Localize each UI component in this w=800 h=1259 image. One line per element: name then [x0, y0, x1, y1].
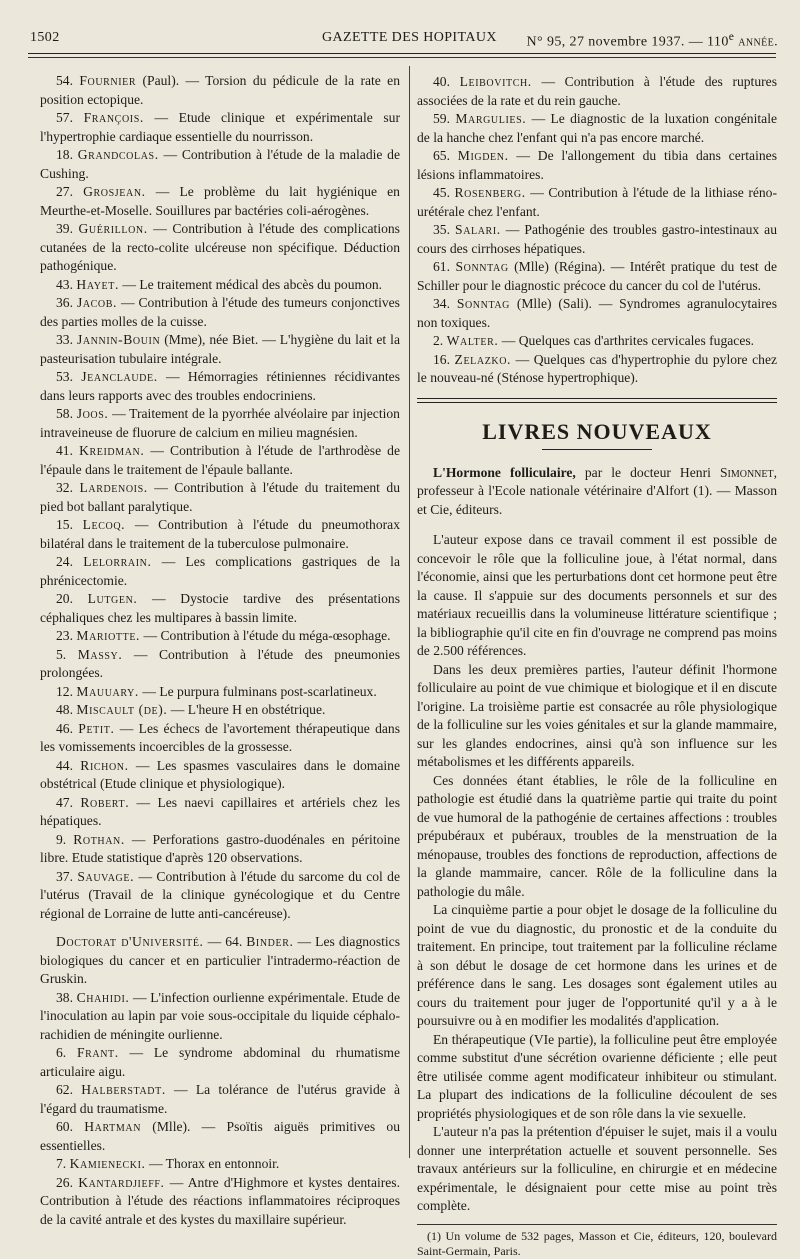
entry-title: — Le purpura fulminans post-scarlatineux.: [142, 683, 377, 699]
entry-author: Lecoq.: [82, 517, 126, 532]
entry-title: — Contribution à l'étude de la lithiase réno-urétérale chez l'enfant.: [417, 185, 778, 219]
entry-title: — Quelques cas d'hypertrophie du pylore chez le nouveau-né (Sténose hypertrophique).: [417, 351, 778, 385]
thesis-entry: [40, 183, 400, 220]
thesis-entry: [40, 331, 400, 368]
thesis-list: [40, 72, 400, 923]
entry-title: — De l'allongement du tibia dans certaines lésions inflammatoires.: [417, 148, 777, 182]
entry-author: Rosenberg.: [454, 185, 526, 200]
entry-author: Lutgen.: [87, 591, 138, 606]
issue-sup: e: [728, 30, 735, 43]
entry-title: — Le problème du lait hygiénique en Meurthe-et-Moselle. Souillures par bactéries coli-aérogènes.: [40, 184, 400, 218]
entry-title: — Etude clinique et expérimentale sur l'hypertrophie cardiaque essentielle du nourrisson.: [40, 110, 400, 144]
entry-number: 65.: [433, 148, 450, 163]
book-title: L'Hormone folliculaire,: [433, 464, 576, 480]
entry-number: 37.: [56, 868, 73, 884]
entry-author: François.: [83, 110, 144, 125]
footnote-rule: [417, 1224, 777, 1225]
entry-number: 16.: [433, 351, 450, 367]
title-underline: [542, 449, 652, 450]
entry-title: — Hémorragies rétiniennes récidivantes dans leurs rapports avec des troubles endocriniens.: [40, 369, 400, 403]
thesis-entry: [40, 109, 400, 146]
thesis-entry: [40, 1174, 400, 1230]
entry-number: 39.: [56, 221, 73, 236]
entry-title: — Contribution à l'étude du sarcome du col de l'utérus (Travail de la clinique gynécologique et du Centre régional de Lorraine de lutte anti-cancéreuse).: [40, 868, 401, 921]
entry-number: 5.: [56, 646, 67, 662]
spacer: [40, 923, 400, 933]
thesis-entry: [40, 831, 400, 868]
entry-title: (Paul). — Torsion du pédicule de la rate en position ectopique.: [40, 73, 400, 107]
entry-number: 47.: [56, 794, 73, 810]
entry-title: — Le syndrome abdominal du rhumatisme articulaire aigu.: [40, 1045, 400, 1079]
review-paragraph: En thérapeutique (VIe partie), la folliculine peut être employée comme substitut d'une sécrétion ovarienne déficiente ; elle peut être utilisée comme agent modificateur inhibiteur ou stimulant. La plupart des indications de la folliculine découlent de ses propriétés physiologiques et de son rôle dans la vie sexuelle.: [417, 1031, 777, 1121]
journal-title: GAZETTE DES HOPITAUX: [322, 30, 497, 45]
review-paragraph: Ces données étant établies, le rôle de la folliculine en pathologie est étudié dans la quatrième partie qui traite du point de vue humoral de la pathogénie de certaines affections : troubles prépubéraux et pubéraux, troubles de la menstruation de la ménopause, troubles des fonctions de reproduction, affections de la glande mammaire, cancer. Rôle de la folliculine dans la pathologie du mâle.: [417, 772, 777, 899]
entry-title: — Les spasmes vasculaires dans le domaine obstétrical (Etude clinique et physiologique).: [40, 757, 400, 791]
header-rule: [28, 53, 776, 54]
review-paragraph: L'auteur n'a pas la prétention d'épuiser le sujet, mais il a voulu donner une interprétation actuelle et souvent personnelle. Ses travaux antérieurs sur la folliculine, en chirurgie et en médecine expérimentale, le désignaient pour cette mise au point très complète.: [417, 1124, 777, 1213]
entry-author: Frant.: [76, 1045, 119, 1060]
thesis-entry: [40, 72, 400, 109]
thesis-entry: [417, 184, 777, 221]
entry-author: Mauuary.: [76, 683, 139, 699]
entry-number: 57.: [56, 110, 73, 125]
thesis-entry: [417, 110, 777, 147]
entry-title: — Antre d'Highmore et kystes dentaires. Contribution à l'étude des réactions inflammatoires réciproques de la cavité antrale et des kystes du maxillaire supérieur.: [40, 1174, 401, 1227]
entry-number: 58.: [56, 406, 73, 421]
entry-title: — Thorax en entonnoir.: [148, 1156, 280, 1171]
thesis-entry: [40, 146, 400, 183]
doctorat-label: Doctorat d'Université.: [56, 934, 204, 949]
page-header: [30, 30, 778, 52]
entry-author: Richon.: [80, 757, 129, 773]
doctorat-author: Binder.: [246, 934, 294, 949]
entry-title: — Les complications gastriques de la phrénicectomie.: [40, 554, 400, 588]
entry-number: 41.: [56, 443, 73, 458]
thesis-entry: [40, 1118, 400, 1155]
entry-title: (Mme), née Biet. — L'hygiène du lait et la pasteurisation tubulaire intégrale.: [40, 332, 400, 366]
entry-author: Sonntag: [456, 296, 510, 311]
entry-number: 62.: [56, 1082, 73, 1097]
header-rule-thin: [28, 57, 776, 58]
column-divider: [409, 66, 410, 1158]
entry-number: 53.: [56, 369, 73, 384]
entry-number: 23.: [56, 628, 73, 643]
thesis-entry: [40, 368, 400, 405]
book-review: [417, 531, 777, 1216]
entry-number: 45.: [433, 185, 450, 200]
thesis-entry: [40, 405, 400, 442]
book-by: par le docteur Henri: [584, 464, 711, 480]
entry-number: 59.: [433, 111, 450, 126]
entry-title: — Contribution à l'étude du traitement du pied bot ballant paralytique.: [40, 480, 400, 514]
issue-text: N° 95, 27 novembre 1937. — 110: [526, 34, 729, 50]
entry-author: Fournier: [79, 73, 137, 88]
entry-number: 54.: [56, 73, 73, 88]
entry-title: — Les échecs de l'avortement thérapeutique dans les vomissements incoercibles de la grossesse.: [40, 720, 400, 754]
entry-author: Hayet.: [76, 276, 119, 292]
entry-author: Rothan.: [73, 831, 125, 847]
entry-author: Jeanclaude.: [81, 369, 158, 384]
entry-author: Grandcolas.: [77, 147, 159, 162]
entry-title: — Le diagnostic de la luxation congénitale de la hanche chez l'enfant qui n'a pas encore marché.: [417, 111, 778, 145]
entry-author: Kantardjieff.: [78, 1174, 165, 1190]
entry-number: 18.: [56, 147, 73, 162]
entry-title: — Pathogénie des troubles gastro-intestinaux au cours des cirrhoses hépatiques.: [417, 222, 778, 256]
entry-title: — Quelques cas d'arthrites cervicales fugaces.: [501, 333, 755, 348]
entry-title: (Mlle). — Psoïtis aiguës primitives ou essentielles.: [40, 1119, 400, 1153]
section-title: LIVRES NOUVEAUX: [482, 418, 712, 444]
thesis-entry: [417, 147, 777, 184]
book-author: Simonnet,: [719, 464, 777, 480]
thesis-entry: [40, 1081, 400, 1118]
review-paragraph: La cinquième partie a pour objet le dosage de la folliculine du point de vue du diagnostic, du pronostic et de la conduite du traitement. En principe, tout traitement par la folliculine réclame à son début le dosage de cet hormone dans les urines et de préférence dans le sang. Les dosages sont également utiles au cours du traitement pour juger de l'opportunité qu'il y a à le poursuivre ou à en modifier les modalités d'application.: [417, 902, 777, 1028]
thesis-entry: [417, 351, 777, 388]
thesis-entry: [40, 701, 400, 720]
thesis-entry: [40, 220, 400, 276]
entry-number: 2.: [433, 333, 444, 348]
entry-number: 34.: [433, 296, 450, 311]
entry-author: Jacob.: [76, 295, 118, 310]
entry-number: 60.: [56, 1119, 73, 1134]
thesis-entry: [40, 627, 400, 646]
entry-number: 40.: [433, 74, 450, 89]
entry-title: — Contribution à l'étude du méga-œsophage.: [143, 628, 391, 643]
doctorat-text: — Les diagnostics biologiques du cancer et en particulier l'intradermo-réaction de Gruskin.: [40, 934, 400, 986]
thesis-entry: [417, 221, 777, 258]
thesis-entry: [40, 590, 400, 627]
issue-info: [527, 30, 778, 51]
entry-number: 36.: [56, 295, 73, 310]
entry-author: Robert.: [80, 794, 130, 810]
entry-number: 7.: [56, 1156, 67, 1171]
thesis-entry: [417, 295, 777, 332]
entry-title: (Mlle) (Sali). — Syndromes agranulocytaires non toxiques.: [417, 296, 777, 330]
entry-author: Chahidi.: [76, 989, 130, 1005]
review-paragraph: L'auteur expose dans ce travail comment il est possible de concevoir le rôle que la folliculine joue, à l'état normal, dans l'économie, ainsi que les perturbations dont cet hormone peut être la cause. Il s'appuie sur des documents personnels et sur des matériaux recueillis dans la volumineuse littérature scientifique ; la bibliographie qu'il cite en fin d'ouvrage ne comprend pas moins de 2.500 références.: [417, 532, 777, 658]
review-paragraph: Dans les deux premières parties, l'auteur définit l'hormone folliculaire au point de vue chimique et biologique et il en discute l'origine. La troisième partie est consacrée au rôle physiologique de la folliculine sur les voies génitales et sur la glande mammaire, sur les glandes endocrines, ainsi qu'à son influence sur les métabolismes et les différents appareils.: [417, 661, 777, 769]
entry-author: Kreidman.: [79, 443, 145, 458]
entry-author: Sauvage.: [77, 868, 135, 884]
entry-number: 44.: [56, 757, 73, 773]
entry-number: 20.: [56, 591, 73, 606]
entry-number: 15.: [56, 517, 73, 532]
entry-title: — Contribution à l'étude des tumeurs conjonctives des parties molles de la cuisse.: [40, 295, 400, 329]
thesis-entry: [40, 516, 400, 553]
entry-author: Grosjean.: [83, 184, 146, 199]
entry-title: — Contribution à l'étude du pneumothorax bilatéral dans le traitement de la tuberculose pulmonaire.: [40, 517, 400, 551]
entry-title: — L'infection ourlienne expérimentale. Etude de l'inoculation au lapin par voie sous-occipitale du liquide céphalo-rachidien de méningite ourlienne.: [40, 989, 400, 1042]
entry-title: — Contribution à l'étude de l'arthrodèse de l'épaule dans le traitement de l'épaule ballante.: [40, 443, 400, 477]
section-rule-thin: [417, 402, 777, 403]
page-number: 1502: [30, 30, 60, 45]
entry-author: Walter.: [446, 333, 499, 348]
doctorat-entry: [40, 933, 400, 989]
entry-author: Lelorrain.: [83, 554, 152, 569]
left-column: [40, 72, 400, 1229]
entry-title: — Contribution à l'étude des pneumonies prolongées.: [40, 646, 401, 680]
entry-number: 61.: [433, 259, 450, 274]
thesis-entry: [40, 794, 400, 831]
entry-author: Petit.: [78, 720, 115, 736]
entry-title: — Dystocie tardive des présentations céphaliques chez les multipares à bassin limite.: [40, 591, 400, 625]
entry-author: Hartman: [84, 1119, 142, 1134]
thesis-entry: [40, 720, 400, 757]
entry-title: (Mlle) (Régina). — Intérêt pratique du test de Schiller pour le diagnostic précoce du cancer du col de l'utérus.: [417, 259, 777, 293]
thesis-entry: [40, 294, 400, 331]
thesis-entry: [40, 442, 400, 479]
thesis-list-university: [40, 989, 400, 1230]
section-rule: [417, 398, 777, 399]
right-column: [417, 73, 777, 1259]
thesis-entry: [40, 683, 400, 702]
thesis-entry: [40, 757, 400, 794]
entry-number: 32.: [56, 480, 73, 495]
entry-title: — Les naevi capillaires et artériels chez les hépatiques.: [40, 794, 400, 828]
entry-number: 27.: [56, 184, 73, 199]
entry-author: Mariotte.: [76, 628, 141, 643]
issue-year: année.: [738, 34, 778, 50]
entry-author: Lardenois.: [79, 480, 148, 495]
entry-title: — Traitement de la pyorrhée alvéolaire par injection intraveineuse de fluorure de calcium en milieu magnésien.: [40, 406, 400, 440]
entry-title: — Contribution à l'étude de la maladie de Cushing.: [40, 147, 401, 181]
thesis-entry: [40, 868, 400, 924]
entry-author: Salari.: [455, 222, 501, 237]
entry-number: 6.: [56, 1045, 67, 1060]
entry-author: Kamienecki.: [69, 1156, 146, 1171]
entry-title: — Contribution à l'étude des ruptures associées de la rate et du rein gauche.: [417, 74, 777, 108]
thesis-entry: [40, 276, 400, 295]
entry-author: Zelazko.: [454, 351, 512, 367]
entry-title: — Perforations gastro-duodénales en péritoine libre. Etude statistique d'après 120 observations.: [40, 831, 400, 865]
book-heading: [417, 464, 777, 520]
thesis-entry: [40, 1155, 400, 1174]
entry-number: 48.: [56, 702, 73, 717]
thesis-entry: [40, 1044, 400, 1081]
book-publisher: professeur à l'Ecole nationale vétérinaire d'Alfort (1). — Masson et Cie, éditeurs.: [417, 483, 777, 517]
entry-number: 9.: [56, 831, 67, 847]
entry-author: Sonntag: [455, 259, 509, 274]
entry-number: 38.: [56, 989, 73, 1005]
entry-number: 33.: [56, 332, 73, 347]
entry-title: — Contribution à l'étude des complications cutanées de la recto-colite ulcéreuse non spécifique. Déduction pathogénique.: [40, 221, 400, 273]
entry-author: Leibovitch.: [459, 74, 532, 89]
doctorat-num: — 64.: [207, 934, 243, 949]
entry-number: 46.: [56, 720, 73, 736]
entry-author: Joos.: [76, 406, 109, 421]
thesis-list-continued: [417, 73, 777, 388]
entry-number: 24.: [56, 554, 73, 569]
entry-title: — La tolérance de l'utérus gravide à l'égard du traumatisme.: [40, 1082, 401, 1116]
entry-title: — Le traitement médical des abcès du poumon.: [122, 276, 383, 292]
entry-author: Margulies.: [455, 111, 527, 126]
footnote: (1) Un volume de 532 pages, Masson et Cie, éditeurs, 120, boulevard Saint-Germain, Paris.: [417, 1228, 777, 1258]
thesis-entry: [417, 332, 777, 351]
thesis-entry: [417, 258, 777, 295]
entry-number: 26.: [56, 1174, 73, 1190]
thesis-entry: [40, 479, 400, 516]
thesis-entry: [40, 553, 400, 590]
entry-number: 12.: [56, 683, 73, 699]
thesis-entry: [40, 646, 400, 683]
entry-author: Jannin-Bouin: [76, 332, 161, 347]
entry-author: Miscault (de).: [76, 702, 168, 717]
thesis-entry: [417, 73, 777, 110]
entry-number: 43.: [56, 276, 73, 292]
entry-title: — L'heure H en obstétrique.: [170, 702, 326, 717]
entry-author: Guérillon.: [78, 221, 148, 236]
entry-author: Massy.: [77, 646, 123, 662]
thesis-entry: [40, 989, 400, 1045]
entry-author: Migden.: [457, 148, 509, 163]
entry-number: 35.: [433, 222, 450, 237]
entry-author: Halberstadt.: [81, 1082, 166, 1097]
